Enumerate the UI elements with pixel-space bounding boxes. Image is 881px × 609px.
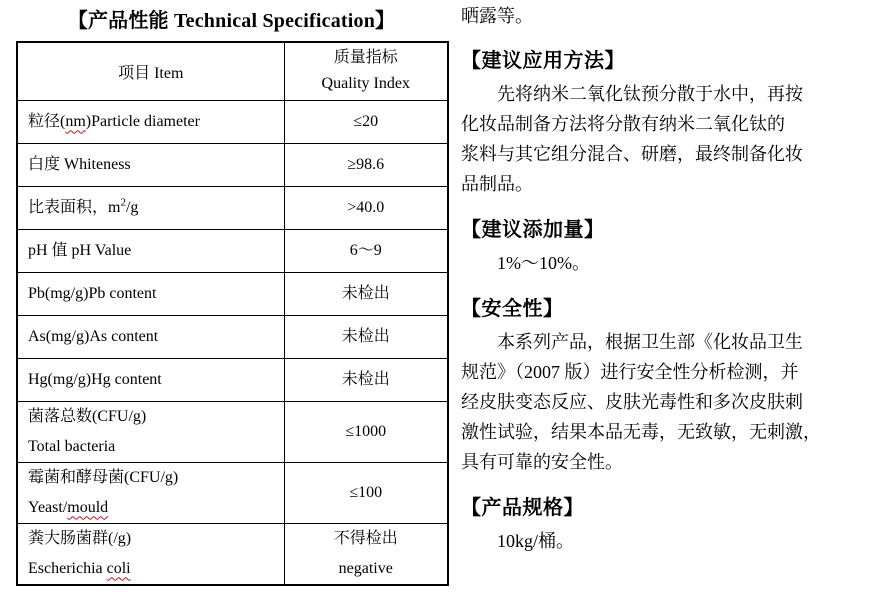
table-row <box>17 272 448 315</box>
item-text: 白度 Whiteness <box>28 155 131 173</box>
item-cell <box>17 229 284 272</box>
info-panel <box>461 0 875 556</box>
value-text: 不得检出 <box>333 529 398 547</box>
item-text: Escherichia <box>28 559 107 577</box>
table-row <box>17 186 448 229</box>
item-text: Total bacteria <box>28 437 116 455</box>
table-row <box>17 358 448 401</box>
value-cell <box>284 315 448 358</box>
item-text: /g <box>125 198 139 216</box>
table-row <box>17 523 448 585</box>
item-text: 粪大肠菌群(/g) <box>28 529 132 547</box>
section-heading: 【建议应用方法】 <box>461 50 625 72</box>
body-line: 10kg/桶。 <box>497 531 575 551</box>
item-text: 比表面积，m <box>28 198 121 216</box>
item-cell <box>17 462 284 523</box>
header-index-line1: 质量指标 <box>333 49 398 67</box>
body-line: 规范》（2007 版）进行安全性分析检测，并 <box>461 362 799 382</box>
body-line: 本系列产品，根据卫生部《化妆品卫生 <box>497 332 803 352</box>
item-cell <box>17 272 284 315</box>
value-text: >40.0 <box>347 198 385 216</box>
body-line: 具有可靠的安全性。 <box>461 452 623 472</box>
value-text: ≤1000 <box>345 422 387 440</box>
table-row <box>17 229 448 272</box>
body-line: 先将纳米二氧化钛预分散于水中，再按 <box>497 84 803 104</box>
value-text: ≤100 <box>349 483 383 501</box>
section <box>461 47 875 199</box>
value-cell <box>284 143 448 186</box>
section-heading: 【产品规格】 <box>461 497 584 519</box>
item-cell <box>17 315 284 358</box>
item-cell <box>17 186 284 229</box>
table-row <box>17 401 448 462</box>
item-cell <box>17 100 284 143</box>
table-row <box>17 315 448 358</box>
section-heading: 【建议添加量】 <box>461 219 605 241</box>
body-line: 经皮肤变态反应、皮肤光毒性和多次皮肤刺 <box>461 392 803 412</box>
section <box>461 216 875 278</box>
value-cell <box>284 401 448 462</box>
body-line: 1%～10%。 <box>497 253 590 273</box>
value-text: 未检出 <box>341 370 390 388</box>
value-cell <box>284 462 448 523</box>
item-cell <box>17 401 284 462</box>
item-cell <box>17 523 284 585</box>
sections <box>461 47 875 556</box>
spellcheck-underlined-text: coli <box>106 559 131 577</box>
value-cell <box>284 186 448 229</box>
header-item: 项目 Item <box>17 42 284 100</box>
table-row <box>17 462 448 523</box>
item-text: Pb(mg/g)Pb content <box>28 284 157 302</box>
spec-title: 【产品性能 Technical Specification】 <box>67 10 396 32</box>
top-continuation-text: 晒露等。 <box>461 6 533 26</box>
spellcheck-underlined-text: nm <box>65 112 86 130</box>
item-text: 菌落总数(CFU/g) <box>28 407 147 425</box>
table-row <box>17 143 448 186</box>
item-cell <box>17 358 284 401</box>
value-text: ≥98.6 <box>347 155 385 173</box>
value-text: 未检出 <box>341 284 390 302</box>
value-text: ≤20 <box>353 112 379 130</box>
value-cell <box>284 272 448 315</box>
spellcheck-underlined-text: mould <box>67 498 109 516</box>
body-line: 浆料与其它组分混合、研磨，最终制备化妆 <box>461 144 803 164</box>
item-text: 粒径( <box>28 112 66 130</box>
spec-table <box>16 41 449 586</box>
value-cell <box>284 229 448 272</box>
section <box>461 494 875 556</box>
item-text: pH 值 pH Value <box>28 241 132 259</box>
section-heading: 【安全性】 <box>461 298 564 320</box>
item-cell <box>17 143 284 186</box>
table-header-row <box>17 42 448 100</box>
value-cell <box>284 358 448 401</box>
table-row <box>17 100 448 143</box>
value-cell <box>284 523 448 585</box>
item-text: )Particle diameter <box>85 112 200 130</box>
body-line: 化妆品制备方法将分散有纳米二氧化钛的 <box>461 114 785 134</box>
body-line: 品制品。 <box>461 174 533 194</box>
item-text: Hg(mg/g)Hg content <box>28 370 162 388</box>
body-line: 激性试验，结果本品无毒，无致敏，无刺激， <box>461 422 821 442</box>
item-text: Yeast/ <box>28 498 68 516</box>
value-text: 未检出 <box>341 327 390 345</box>
item-text: As(mg/g)As content <box>28 327 159 345</box>
value-text: 6～9 <box>349 241 382 259</box>
value-cell <box>284 100 448 143</box>
spec-table-body <box>17 100 448 585</box>
header-quality-index <box>284 42 448 100</box>
spec-panel <box>16 8 447 586</box>
section <box>461 295 875 477</box>
item-text: 2 <box>120 196 126 209</box>
item-text: 霉菌和酵母菌(CFU/g) <box>28 468 179 486</box>
value-text: negative <box>338 559 393 577</box>
header-index-line2: Quality Index <box>321 75 410 93</box>
